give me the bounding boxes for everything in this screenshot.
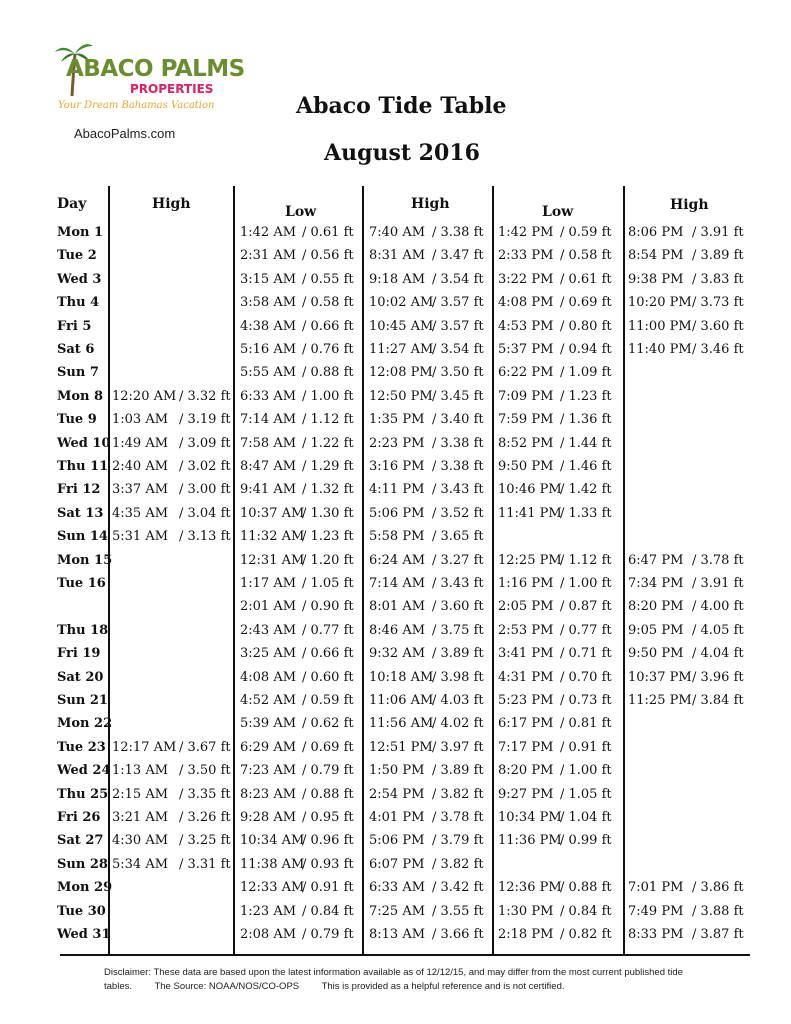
low2-time: 2:33 PM xyxy=(498,248,554,264)
day-label: Tue 9 xyxy=(57,412,97,428)
low1-height: / 0.84 ft xyxy=(302,903,354,919)
day-label: Tue 2 xyxy=(57,248,97,264)
high2-height: / 3.54 ft xyxy=(432,342,484,357)
low2-time: 4:08 PM xyxy=(498,295,554,311)
low1-height: / 1.20 ft xyxy=(302,552,354,568)
low2-height: / 1.05 ft xyxy=(560,786,612,802)
day-label: Fri 12 xyxy=(57,482,101,498)
low1-time: 3:25 AM xyxy=(240,646,297,662)
high1-height: / 3.04 ft xyxy=(179,505,231,521)
low1-time: 2:08 AM xyxy=(240,927,297,942)
high3-height: / 3.73 ft xyxy=(692,295,744,311)
low1-time: 2:01 AM xyxy=(240,599,297,615)
brand-url: AbacoPalms.com xyxy=(74,126,176,141)
low1-time: 9:41 AM xyxy=(240,482,297,498)
low1-height: / 0.76 ft xyxy=(302,342,354,357)
high3-height: / 3.46 ft xyxy=(692,342,744,357)
disclaimer-note: This is provided as a helpful reference and is not certified. xyxy=(321,981,565,992)
high1-time: 3:21 AM xyxy=(112,810,169,825)
low1-height: / 0.66 ft xyxy=(302,318,354,334)
high2-height: / 3.57 ft xyxy=(432,318,484,334)
column-header: Low xyxy=(542,204,574,220)
high2-time: 8:01 AM xyxy=(369,599,426,615)
high2-height: / 3.97 ft xyxy=(432,739,484,755)
high3-height: / 4.05 ft xyxy=(692,622,744,638)
high1-time: 2:40 AM xyxy=(112,459,169,474)
low2-time: 8:20 PM xyxy=(498,763,554,779)
high1-height: / 3.13 ft xyxy=(179,529,231,545)
day-label: Sun 14 xyxy=(57,529,108,545)
low2-height: / 0.71 ft xyxy=(560,646,612,662)
low1-height: / 0.69 ft xyxy=(302,739,354,755)
high2-height: / 4.03 ft xyxy=(432,693,484,708)
high3-height: / 3.60 ft xyxy=(692,318,744,334)
column-divider xyxy=(492,186,494,954)
high2-height: / 3.43 ft xyxy=(432,482,484,498)
day-label: Mon 8 xyxy=(57,388,104,404)
high3-time: 6:47 PM xyxy=(628,552,684,568)
high2-time: 7:14 AM xyxy=(369,576,426,591)
high3-time: 10:37 PM xyxy=(628,669,692,685)
low2-time: 1:16 PM xyxy=(498,576,554,591)
high1-time: 1:03 AM xyxy=(112,412,169,428)
low2-time: 7:59 PM xyxy=(498,412,554,428)
high2-height: / 3.75 ft xyxy=(432,622,484,638)
high1-height: / 3.19 ft xyxy=(179,412,231,428)
low1-time: 12:33 AM xyxy=(240,880,305,896)
high1-time: 12:20 AM xyxy=(112,388,177,404)
low1-time: 2:31 AM xyxy=(240,248,297,264)
high1-height: / 3.32 ft xyxy=(179,388,231,404)
high2-height: / 3.55 ft xyxy=(432,903,484,919)
high2-time: 12:50 PM xyxy=(369,388,433,404)
low1-time: 9:28 AM xyxy=(240,810,297,825)
low1-height: / 1.05 ft xyxy=(302,576,354,591)
high1-time: 4:35 AM xyxy=(112,505,169,521)
low2-height: / 0.81 ft xyxy=(560,716,612,732)
low2-height: / 0.70 ft xyxy=(560,669,612,685)
low1-time: 11:32 AM xyxy=(240,529,305,545)
low2-time: 3:41 PM xyxy=(498,646,554,662)
low1-time: 3:58 AM xyxy=(240,295,297,311)
day-label: Sat 20 xyxy=(57,669,104,685)
day-label: Fri 26 xyxy=(57,810,101,825)
high2-height: / 3.65 ft xyxy=(432,529,484,545)
low2-height: / 1.33 ft xyxy=(560,505,612,521)
high2-time: 10:02 AM xyxy=(369,295,434,311)
low2-time: 6:17 PM xyxy=(498,716,554,732)
low1-time: 7:58 AM xyxy=(240,435,297,451)
disclaimer-tables: tables. xyxy=(104,981,132,992)
low2-time: 5:37 PM xyxy=(498,342,554,357)
high1-time: 1:49 AM xyxy=(112,435,169,451)
low2-height: / 1.09 ft xyxy=(560,365,612,381)
high2-time: 5:06 PM xyxy=(369,505,425,521)
high2-height: / 3.82 ft xyxy=(432,786,484,802)
high2-time: 8:31 AM xyxy=(369,248,426,264)
low2-height: / 0.87 ft xyxy=(560,599,612,615)
high3-time: 9:38 PM xyxy=(628,271,684,287)
high2-time: 9:18 AM xyxy=(369,271,426,287)
high2-height: / 3.66 ft xyxy=(432,927,484,942)
low1-height: / 1.22 ft xyxy=(302,435,354,451)
high2-time: 12:51 PM xyxy=(369,739,433,755)
high1-time: 5:31 AM xyxy=(112,529,169,545)
high2-time: 10:18 AM xyxy=(369,669,434,685)
low2-height: / 0.88 ft xyxy=(560,880,612,896)
high2-height: / 3.40 ft xyxy=(432,412,484,428)
high3-height: / 3.88 ft xyxy=(692,903,744,919)
high3-time: 8:06 PM xyxy=(628,225,684,240)
high1-height: / 3.50 ft xyxy=(179,763,231,779)
low1-time: 5:16 AM xyxy=(240,342,297,357)
day-label: Sun 7 xyxy=(57,365,99,381)
high2-time: 2:23 PM xyxy=(369,435,425,451)
low2-time: 2:18 PM xyxy=(498,927,554,942)
high2-height: / 4.02 ft xyxy=(432,716,484,732)
column-header: High xyxy=(411,196,450,212)
low2-time: 1:42 PM xyxy=(498,225,554,240)
page-subtitle: August 2016 xyxy=(324,140,480,166)
low1-time: 8:47 AM xyxy=(240,459,297,474)
day-label: Sun 21 xyxy=(57,693,108,708)
low2-height: / 0.84 ft xyxy=(560,903,612,919)
disclaimer-source: The Source: NOAA/NOS/CO-OPS xyxy=(154,981,300,992)
low1-height: / 0.62 ft xyxy=(302,716,354,732)
low1-time: 3:15 AM xyxy=(240,271,297,287)
high1-height: / 3.31 ft xyxy=(179,856,231,872)
high2-time: 9:32 AM xyxy=(369,646,426,662)
column-header: Low xyxy=(285,204,317,220)
high2-time: 5:58 PM xyxy=(369,529,425,545)
low1-height: / 1.29 ft xyxy=(302,459,354,474)
brand-logo xyxy=(50,38,245,148)
low1-time: 8:23 AM xyxy=(240,786,297,802)
high2-height: / 3.54 ft xyxy=(432,271,484,287)
low2-time: 11:36 PM xyxy=(498,833,562,849)
day-label: Mon 29 xyxy=(57,880,113,896)
high2-height: / 3.79 ft xyxy=(432,833,484,849)
high3-time: 7:01 PM xyxy=(628,880,684,896)
high2-height: / 3.47 ft xyxy=(432,248,484,264)
brand-sub: PROPERTIES xyxy=(130,82,214,96)
low1-time: 4:38 AM xyxy=(240,318,297,334)
high3-time: 10:20 PM xyxy=(628,295,692,311)
low2-time: 10:34 PM xyxy=(498,810,562,825)
day-label: Fri 19 xyxy=(57,646,101,662)
high2-time: 6:24 AM xyxy=(369,552,426,568)
low1-height: / 1.23 ft xyxy=(302,529,354,545)
low1-height: / 0.77 ft xyxy=(302,622,354,638)
high2-height: / 3.52 ft xyxy=(432,505,484,521)
low2-height: / 0.73 ft xyxy=(560,693,612,708)
low1-time: 4:52 AM xyxy=(240,693,297,708)
low2-height: / 1.46 ft xyxy=(560,459,612,474)
low2-time: 7:17 PM xyxy=(498,739,554,755)
low1-height: / 0.56 ft xyxy=(302,248,354,264)
high1-height: / 3.67 ft xyxy=(179,739,231,755)
column-divider xyxy=(233,186,235,954)
high1-height: / 3.09 ft xyxy=(179,435,231,451)
high1-time: 4:30 AM xyxy=(112,833,169,849)
low2-time: 1:30 PM xyxy=(498,903,554,919)
low1-height: / 0.79 ft xyxy=(302,927,354,942)
low2-height: / 0.91 ft xyxy=(560,739,612,755)
day-label: Wed 31 xyxy=(57,927,111,942)
column-divider xyxy=(362,186,364,954)
low2-time: 8:52 PM xyxy=(498,435,554,451)
high3-height: / 3.84 ft xyxy=(692,693,744,708)
low2-height: / 0.94 ft xyxy=(560,342,612,357)
high3-height: / 3.91 ft xyxy=(692,576,744,591)
low2-time: 6:22 PM xyxy=(498,365,554,381)
low1-time: 4:08 AM xyxy=(240,669,297,685)
high3-time: 8:20 PM xyxy=(628,599,684,615)
high3-time: 9:50 PM xyxy=(628,646,684,662)
disclaimer xyxy=(104,966,744,994)
brand-tagline: Your Dream Bahamas Vacation xyxy=(58,100,215,111)
low1-time: 2:43 AM xyxy=(240,622,297,638)
high2-height: / 3.38 ft xyxy=(432,435,484,451)
low2-height: / 0.61 ft xyxy=(560,271,612,287)
low1-height: / 1.12 ft xyxy=(302,412,354,428)
high1-time: 12:17 AM xyxy=(112,739,177,755)
brand-name: ABACO PALMS xyxy=(66,56,245,82)
high2-height: / 3.78 ft xyxy=(432,810,484,825)
low1-height: / 0.90 ft xyxy=(302,599,354,615)
low2-time: 11:41 PM xyxy=(498,505,562,521)
high2-height: / 3.27 ft xyxy=(432,552,484,568)
day-label: Thu 11 xyxy=(57,459,109,474)
low1-time: 6:33 AM xyxy=(240,388,297,404)
low2-height: / 0.77 ft xyxy=(560,622,612,638)
high2-height: / 3.60 ft xyxy=(432,599,484,615)
high3-height: / 3.89 ft xyxy=(692,248,744,264)
high2-height: / 3.50 ft xyxy=(432,365,484,381)
low2-height: / 1.00 ft xyxy=(560,576,612,591)
low2-height: / 1.12 ft xyxy=(560,552,612,568)
table-bottom-rule xyxy=(60,954,750,956)
high3-time: 7:34 PM xyxy=(628,576,684,591)
low1-time: 10:37 AM xyxy=(240,505,305,521)
high2-time: 11:27 AM xyxy=(369,342,434,357)
high2-time: 7:25 AM xyxy=(369,903,426,919)
high3-height: / 3.87 ft xyxy=(692,927,744,942)
high2-height: / 3.38 ft xyxy=(432,459,484,474)
column-divider xyxy=(108,186,110,954)
day-label: Thu 18 xyxy=(57,622,109,638)
low1-time: 1:23 AM xyxy=(240,903,297,919)
high2-time: 4:11 PM xyxy=(369,482,425,498)
high3-time: 9:05 PM xyxy=(628,622,684,638)
high1-height: / 3.35 ft xyxy=(179,786,231,802)
low1-height: / 0.79 ft xyxy=(302,763,354,779)
high1-height: / 3.25 ft xyxy=(179,833,231,849)
low2-height: / 0.58 ft xyxy=(560,248,612,264)
low1-height: / 0.59 ft xyxy=(302,693,354,708)
low1-height: / 0.88 ft xyxy=(302,786,354,802)
high3-time: 11:40 PM xyxy=(628,342,692,357)
high2-time: 7:40 AM xyxy=(369,225,426,240)
low1-time: 7:14 AM xyxy=(240,412,297,428)
low2-time: 9:50 PM xyxy=(498,459,554,474)
high3-height: / 3.91 ft xyxy=(692,225,744,240)
low2-time: 4:31 PM xyxy=(498,669,554,685)
day-label: Wed 3 xyxy=(57,271,102,287)
low1-height: / 1.30 ft xyxy=(302,505,354,521)
low2-height: / 1.42 ft xyxy=(560,482,612,498)
day-label: Tue 30 xyxy=(57,903,106,919)
low2-height: / 1.04 ft xyxy=(560,810,612,825)
low2-height: / 0.69 ft xyxy=(560,295,612,311)
page-title: Abaco Tide Table xyxy=(296,93,507,119)
high2-height: / 3.43 ft xyxy=(432,576,484,591)
low1-height: / 0.66 ft xyxy=(302,646,354,662)
high1-height: / 3.26 ft xyxy=(179,810,231,825)
low1-time: 1:17 AM xyxy=(240,576,297,591)
high2-time: 6:33 AM xyxy=(369,880,426,896)
day-label: Mon 15 xyxy=(57,552,113,568)
high1-height: / 3.02 ft xyxy=(179,459,231,474)
low2-time: 3:22 PM xyxy=(498,271,554,287)
low1-time: 11:38 AM xyxy=(240,856,305,872)
low2-time: 12:25 PM xyxy=(498,552,562,568)
high2-height: / 3.57 ft xyxy=(432,295,484,311)
high3-height: / 3.78 ft xyxy=(692,552,744,568)
low1-height: / 0.91 ft xyxy=(302,880,354,896)
low2-time: 10:46 PM xyxy=(498,482,562,498)
high2-time: 3:16 PM xyxy=(369,459,425,474)
high2-time: 12:08 PM xyxy=(369,365,433,381)
low2-height: / 0.80 ft xyxy=(560,318,612,334)
day-label: Tue 16 xyxy=(57,576,106,591)
day-label: Mon 22 xyxy=(57,716,113,732)
low2-height: / 1.23 ft xyxy=(560,388,612,404)
low1-time: 6:29 AM xyxy=(240,739,297,755)
column-header: Day xyxy=(57,196,87,212)
low1-time: 10:34 AM xyxy=(240,833,305,849)
low1-height: / 0.55 ft xyxy=(302,271,354,287)
high2-time: 11:06 AM xyxy=(369,693,434,708)
high3-time: 7:49 PM xyxy=(628,903,684,919)
low1-height: / 0.61 ft xyxy=(302,225,354,240)
day-label: Tue 23 xyxy=(57,739,106,755)
high3-height: / 3.83 ft xyxy=(692,271,744,287)
high2-time: 5:06 PM xyxy=(369,833,425,849)
low2-height: / 1.36 ft xyxy=(560,412,612,428)
day-label: Fri 5 xyxy=(57,318,92,334)
low2-time: 2:53 PM xyxy=(498,622,554,638)
low2-time: 12:36 PM xyxy=(498,880,562,896)
high2-time: 10:45 AM xyxy=(369,318,434,334)
disclaimer-line: Disclaimer: These data are based upon the latest information available as of 12/12/15, and may differ from the most current published tide xyxy=(104,967,683,978)
low2-height: / 0.59 ft xyxy=(560,225,612,240)
high2-time: 6:07 PM xyxy=(369,856,425,872)
high2-height: / 3.98 ft xyxy=(432,669,484,685)
column-header: High xyxy=(670,197,709,213)
low2-height: / 1.44 ft xyxy=(560,435,612,451)
low1-height: / 0.95 ft xyxy=(302,810,354,825)
high3-time: 11:00 PM xyxy=(628,318,692,334)
day-label: Sat 6 xyxy=(57,342,95,357)
high1-time: 1:13 AM xyxy=(112,763,169,779)
high2-height: / 3.82 ft xyxy=(432,856,484,872)
day-label: Thu 4 xyxy=(57,295,100,311)
low1-time: 5:39 AM xyxy=(240,716,297,732)
high3-time: 11:25 PM xyxy=(628,693,692,708)
low2-height: / 1.00 ft xyxy=(560,763,612,779)
high2-time: 1:50 PM xyxy=(369,763,425,779)
day-label: Sun 28 xyxy=(57,856,108,872)
low1-time: 5:55 AM xyxy=(240,365,297,381)
high1-time: 5:34 AM xyxy=(112,856,169,872)
low1-height: / 0.58 ft xyxy=(302,295,354,311)
high2-height: / 3.45 ft xyxy=(432,388,484,404)
high1-time: 3:37 AM xyxy=(112,482,169,498)
day-label: Sat 13 xyxy=(57,505,104,521)
low1-height: / 1.00 ft xyxy=(302,388,354,404)
high3-height: / 3.86 ft xyxy=(692,880,744,896)
high3-height: / 3.96 ft xyxy=(692,669,744,685)
high1-time: 2:15 AM xyxy=(112,786,169,802)
high2-time: 11:56 AM xyxy=(369,716,434,732)
high2-height: / 3.38 ft xyxy=(432,225,484,240)
high2-height: / 3.89 ft xyxy=(432,646,484,662)
day-label: Wed 10 xyxy=(57,435,111,451)
low1-time: 12:31 AM xyxy=(240,552,305,568)
day-label: Thu 25 xyxy=(57,786,109,802)
low2-time: 4:53 PM xyxy=(498,318,554,334)
low1-time: 7:23 AM xyxy=(240,763,297,779)
low2-time: 5:23 PM xyxy=(498,693,554,708)
high2-time: 2:54 PM xyxy=(369,786,425,802)
high2-time: 4:01 PM xyxy=(369,810,425,825)
column-header: High xyxy=(152,196,191,212)
high2-time: 1:35 PM xyxy=(369,412,425,428)
high3-time: 8:54 PM xyxy=(628,248,684,264)
day-label: Sat 27 xyxy=(57,833,104,849)
low1-height: / 1.32 ft xyxy=(302,482,354,498)
high1-height: / 3.00 ft xyxy=(179,482,231,498)
day-label: Mon 1 xyxy=(57,225,104,240)
high2-time: 8:46 AM xyxy=(369,622,426,638)
high3-height: / 4.00 ft xyxy=(692,599,744,615)
low2-time: 7:09 PM xyxy=(498,388,554,404)
high2-height: / 3.42 ft xyxy=(432,880,484,896)
low2-height: / 0.82 ft xyxy=(560,927,612,942)
high2-height: / 3.89 ft xyxy=(432,763,484,779)
day-label: Wed 24 xyxy=(57,763,111,779)
low2-height: / 0.99 ft xyxy=(560,833,612,849)
low2-time: 2:05 PM xyxy=(498,599,554,615)
low1-height: / 0.93 ft xyxy=(302,856,354,872)
high3-height: / 4.04 ft xyxy=(692,646,744,662)
low1-height: / 0.60 ft xyxy=(302,669,354,685)
high2-time: 8:13 AM xyxy=(369,927,426,942)
low1-time: 1:42 AM xyxy=(240,225,297,240)
column-divider xyxy=(623,186,625,954)
high3-time: 8:33 PM xyxy=(628,927,684,942)
low2-time: 9:27 PM xyxy=(498,786,554,802)
low1-height: / 0.96 ft xyxy=(302,833,354,849)
low1-height: / 0.88 ft xyxy=(302,365,354,381)
